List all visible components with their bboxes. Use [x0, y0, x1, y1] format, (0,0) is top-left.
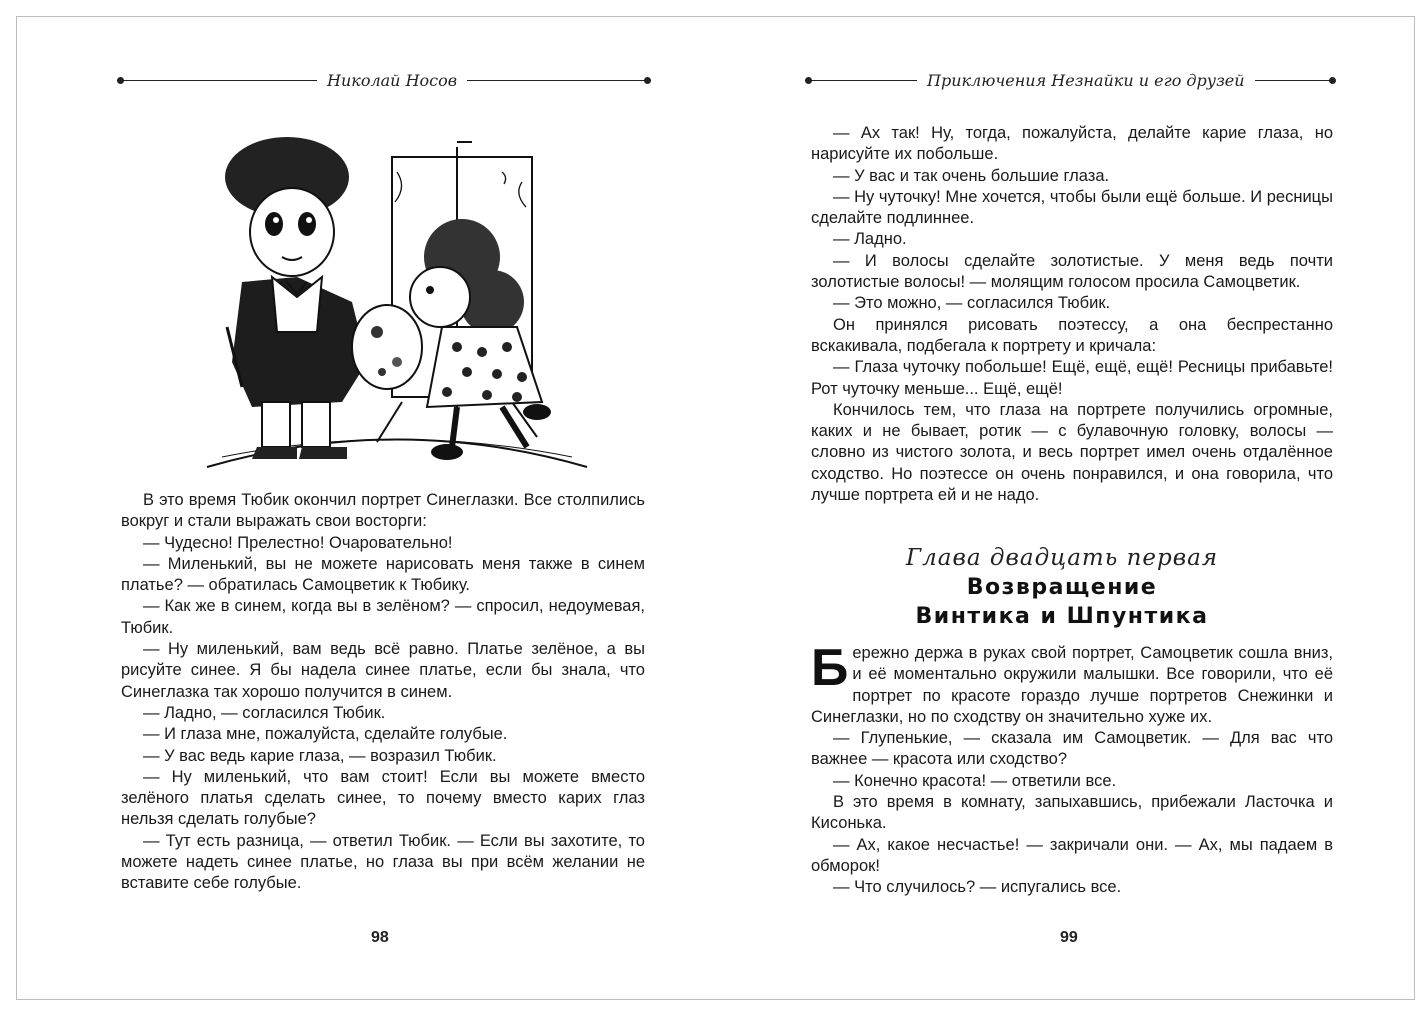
- right-page: [717, 17, 1416, 999]
- paragraph: — Как же в синем, когда вы в зелёном? — спросил, недоумевая, Тюбик.: [121, 597, 645, 637]
- paragraph: В это время в комнату, запыхавшись, прибежали Ласточка и Кисонька.: [811, 793, 1333, 833]
- painter-and-girl-illustration: [202, 112, 592, 492]
- paragraph: — Миленький, вы не можете нарисовать меня также в синем платье? — обратилась Самоцветик к Тюбику.: [121, 554, 645, 595]
- chapter-title-line-2: Винтика и Шпунтика: [915, 604, 1209, 629]
- paragraph: — Ну миленький, вам ведь всё равно. Платье зелёное, а вы рисуйте синее. Я бы надела синее платье, если бы знала, что Синеглазка так хорошо получится в синем.: [121, 640, 645, 701]
- paragraph: — У вас ведь карие глаза, — возразил Тюбик.: [143, 746, 497, 765]
- page-number-left: 98: [371, 929, 389, 946]
- running-header-author: Николай Носов: [317, 71, 467, 90]
- running-header-book-title: Приключения Незнайки и его друзей: [917, 71, 1255, 90]
- book-spread: [16, 16, 1415, 1000]
- paragraph: — Чудесно! Прелестно! Очаровательно!: [143, 533, 453, 552]
- paragraph: — Ладно.: [833, 230, 907, 249]
- paragraph: — Тут есть разница, — ответил Тюбик. — Если вы захотите, то можете надеть синее платье, но глаза вы при всём желании не вставите себе голубые.: [121, 831, 645, 893]
- chapter-label: Глава двадцать первая: [905, 545, 1219, 571]
- left-page-text: [121, 490, 645, 895]
- paragraph: — И волосы сделайте золотистые. У меня ведь почти золотистые волосы! — молящим голосом просила Самоцветик.: [811, 251, 1333, 292]
- paragraph: В это время Тюбик окончил портрет Синеглазки. Все столпились вокруг и стали выражать свои восторги:: [121, 491, 645, 531]
- chapter-title-line-1: Возвращение: [966, 575, 1158, 600]
- right-page-text-bottom: [811, 639, 1333, 899]
- page-number-right: 99: [1060, 929, 1078, 946]
- paragraph: — И глаза мне, пожалуйста, сделайте голубые.: [143, 725, 508, 744]
- right-page-text-top: [811, 123, 1333, 506]
- first-paragraph-text: ережно держа в руках свой портрет, Самоцветик сошла вниз, и её моментально окружили малышки. Все говорили, что её портрет по красоте гораздо лучше портретов Снежинки и Синеглазки, но по сходству он значительно хуже их.: [811, 644, 1333, 726]
- painter-figure: [225, 137, 367, 459]
- paragraph: Он принялся рисовать поэтессу, а она беспрестанно вскакивала, подбегала к портрету и кричала:: [811, 315, 1333, 355]
- paragraph: — Ладно, — согласился Тюбик.: [143, 703, 386, 722]
- left-page: [17, 17, 717, 999]
- paragraph: — Ах так! Ну, тогда, пожалуйста, делайте карие глаза, но нарисуйте их побольше.: [811, 124, 1333, 164]
- paragraph: — Ах, какое несчастье! — закричали они. — Ах, мы падаем в обморок!: [811, 835, 1333, 875]
- first-paragraph: [811, 639, 1333, 728]
- paragraph: — Ну чуточку! Мне хочется, чтобы были ещё больше. И ресницы сделайте подлиннее.: [811, 187, 1333, 228]
- paragraph: — Что случилось? — испугались все.: [833, 878, 1122, 897]
- paragraph: — У вас и так очень большие глаза.: [833, 166, 1110, 185]
- paragraph: — Это можно, — согласился Тюбик.: [833, 294, 1111, 313]
- paragraph: — Конечно красота! — ответили все.: [833, 771, 1117, 790]
- paragraph: — Глаза чуточку побольше! Ещё, ещё, ещё! Ресницы прибавьте! Рот чуточку меньше... Ещё, ещё!: [811, 358, 1333, 398]
- chapter-heading: [802, 543, 1322, 631]
- paragraph: — Глупенькие, — сказала им Самоцветик. — Для вас что важнее — красота или сходство?: [811, 729, 1333, 769]
- paragraph: Кончилось тем, что глаза на портрете получились огромные, каких и не бывает, ротик — с булавочную головку, волосы — словно из чистого золота, и весь портрет имел очень отдалённое сходство. Но поэтессе он очень понравился, и она говорила, что лучше портрета ей и не надо.: [811, 400, 1333, 505]
- paragraph: — Ну миленький, что вам стоит! Если вы можете вместо зелёного платья сделать синее, то почему вместо карих глаз нельзя сделать голубые?: [121, 767, 645, 829]
- drop-cap: Б: [811, 639, 849, 697]
